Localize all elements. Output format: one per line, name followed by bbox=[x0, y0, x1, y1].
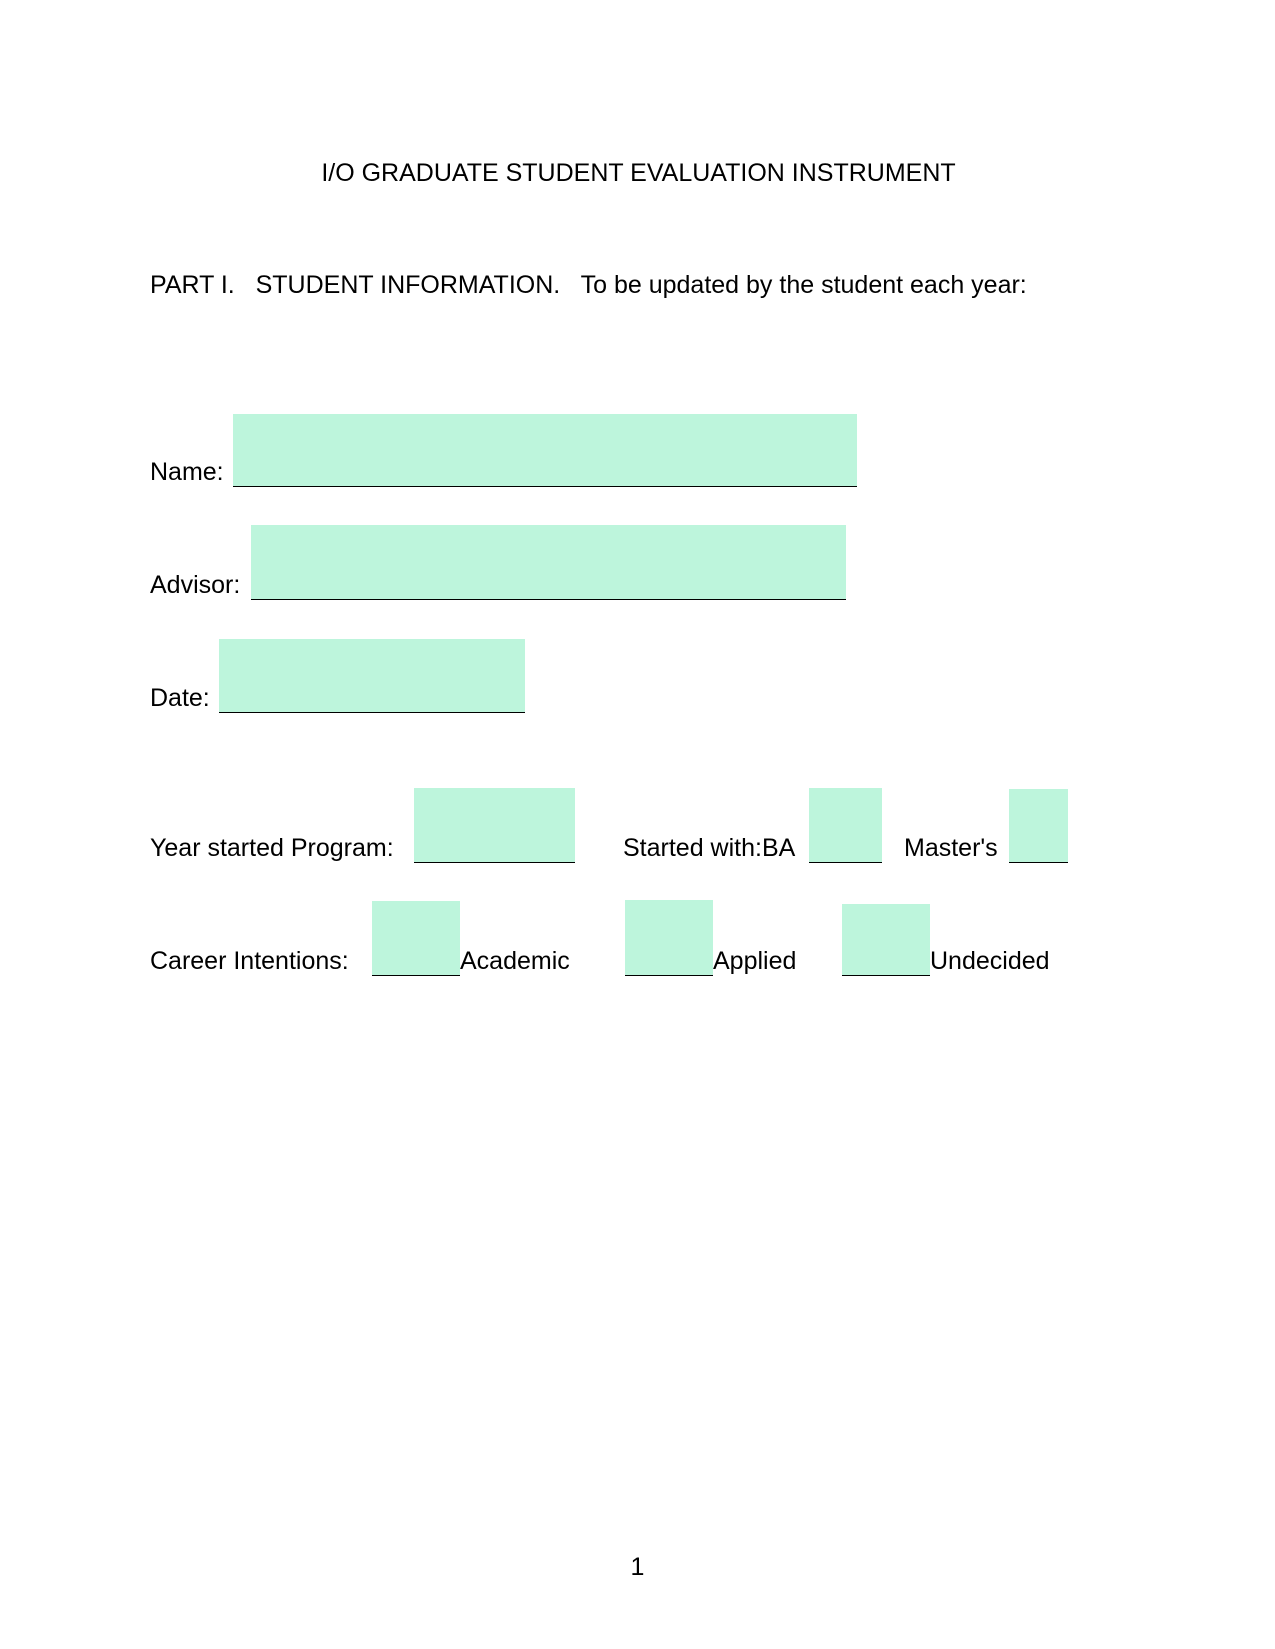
year-started-field[interactable] bbox=[414, 788, 575, 863]
undecided-label: Undecided bbox=[930, 947, 1050, 975]
masters-label: Master's bbox=[904, 834, 998, 862]
masters-field[interactable] bbox=[1009, 789, 1068, 863]
masters-input[interactable] bbox=[1009, 789, 1068, 862]
year-started-input[interactable] bbox=[414, 788, 575, 862]
date-label: Date: bbox=[150, 684, 210, 712]
part-heading: PART I. STUDENT INFORMATION. To be updated by the student each year: bbox=[150, 271, 1027, 299]
career-intentions-label: Career Intentions: bbox=[150, 947, 349, 975]
academic-label: Academic bbox=[460, 947, 570, 975]
advisor-field[interactable] bbox=[251, 525, 846, 600]
started-with-ba-field[interactable] bbox=[809, 788, 882, 863]
name-label: Name: bbox=[150, 458, 224, 486]
applied-input[interactable] bbox=[625, 900, 713, 975]
applied-label: Applied bbox=[713, 947, 797, 975]
undecided-field[interactable] bbox=[842, 904, 930, 976]
page-number: 1 bbox=[630, 1553, 645, 1581]
started-with-label: Started with:BA bbox=[623, 834, 796, 862]
year-started-label: Year started Program: bbox=[150, 834, 394, 862]
name-input[interactable] bbox=[233, 414, 857, 486]
academic-input[interactable] bbox=[372, 901, 460, 975]
date-input[interactable] bbox=[219, 639, 525, 712]
name-field[interactable] bbox=[233, 414, 857, 487]
applied-field[interactable] bbox=[625, 900, 713, 976]
advisor-input[interactable] bbox=[251, 525, 846, 599]
document-title: I/O GRADUATE STUDENT EVALUATION INSTRUMENT bbox=[321, 159, 956, 187]
advisor-label: Advisor: bbox=[150, 571, 241, 599]
undecided-input[interactable] bbox=[842, 904, 930, 975]
date-field[interactable] bbox=[219, 639, 525, 713]
started-with-ba-input[interactable] bbox=[809, 788, 882, 862]
academic-field[interactable] bbox=[372, 901, 460, 976]
